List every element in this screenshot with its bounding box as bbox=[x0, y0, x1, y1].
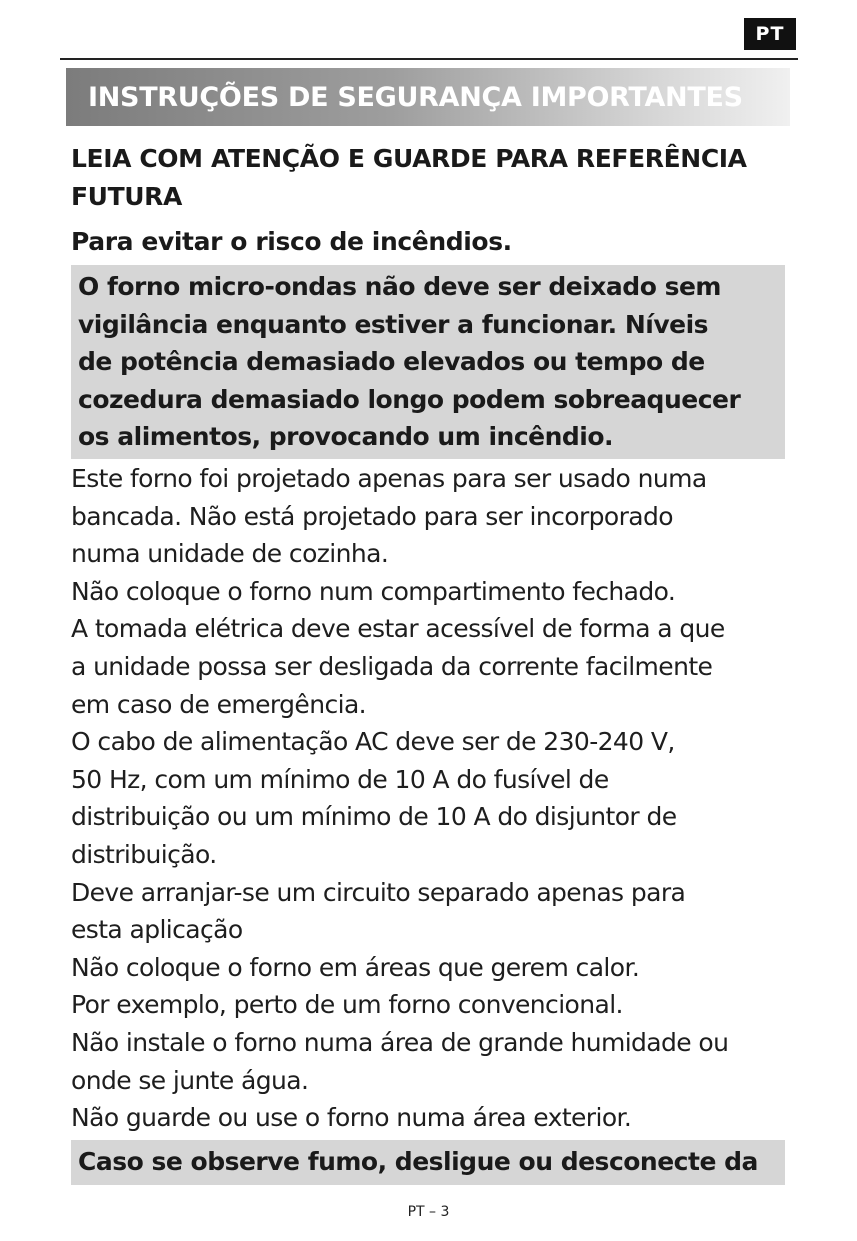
warning-line: cozedura demasiado longo podem sobreaquecer bbox=[78, 384, 741, 414]
body-line: Não instale o forno numa área de grande humidade ou bbox=[71, 1027, 729, 1057]
smoke-warning-line: Caso se observe fumo, desligue ou desconecte da bbox=[78, 1147, 758, 1176]
body-text bbox=[71, 460, 801, 1137]
body-line: distribuição. bbox=[71, 839, 217, 869]
warning-line: de potência demasiado elevados ou tempo de bbox=[78, 347, 705, 377]
body-line: bancada. Não está projetado para ser incorporado bbox=[71, 501, 673, 531]
section-title: INSTRUÇÕES DE SEGURANÇA IMPORTANTES bbox=[88, 81, 743, 113]
language-badge: PT bbox=[744, 18, 796, 50]
body-line: distribuição ou um mínimo de 10 A do disjuntor de bbox=[71, 802, 677, 832]
heading-line: LEIA COM ATENÇÃO E GUARDE PARA REFERÊNCIA bbox=[71, 144, 747, 173]
smoke-warning-box bbox=[71, 1140, 785, 1185]
warning-line: O forno micro-ondas não deve ser deixado sem bbox=[78, 272, 721, 301]
body-line: Não coloque o forno em áreas que gerem calor. bbox=[71, 952, 640, 982]
section-banner bbox=[66, 68, 790, 126]
body-line: em caso de emergência. bbox=[71, 689, 367, 719]
body-line: a unidade possa ser desligada da corrente facilmente bbox=[71, 651, 713, 681]
body-line: Este forno foi projetado apenas para ser usado numa bbox=[71, 464, 707, 493]
body-line: 50 Hz, com um mínimo de 10 A do fusível de bbox=[71, 764, 609, 794]
warning-line: os alimentos, provocando um incêndio. bbox=[78, 422, 614, 452]
heading bbox=[71, 140, 801, 216]
fire-warning-box bbox=[71, 265, 785, 459]
heading-line: FUTURA bbox=[71, 182, 182, 211]
body-line: esta aplicação bbox=[71, 915, 243, 945]
page-number: PT – 3 bbox=[407, 1204, 450, 1220]
body-line: Não guarde ou use o forno numa área exterior. bbox=[71, 1103, 632, 1133]
body-line: Deve arranjar-se um circuito separado apenas para bbox=[71, 877, 686, 907]
header-rule bbox=[60, 58, 798, 60]
body-line: numa unidade de cozinha. bbox=[71, 539, 389, 569]
warning-line: vigilância enquanto estiver a funcionar. Níveis bbox=[78, 309, 709, 339]
body-line: Não coloque o forno num compartimento fechado. bbox=[71, 576, 676, 606]
body-line: O cabo de alimentação AC deve ser de 230-240 V, bbox=[71, 727, 675, 757]
body-line: A tomada elétrica deve estar acessível de forma a que bbox=[71, 614, 725, 644]
body-line: Por exemplo, perto de um forno convencional. bbox=[71, 990, 623, 1020]
body-line: onde se junte água. bbox=[71, 1065, 309, 1095]
subheading: Para evitar o risco de incêndios. bbox=[71, 227, 512, 256]
